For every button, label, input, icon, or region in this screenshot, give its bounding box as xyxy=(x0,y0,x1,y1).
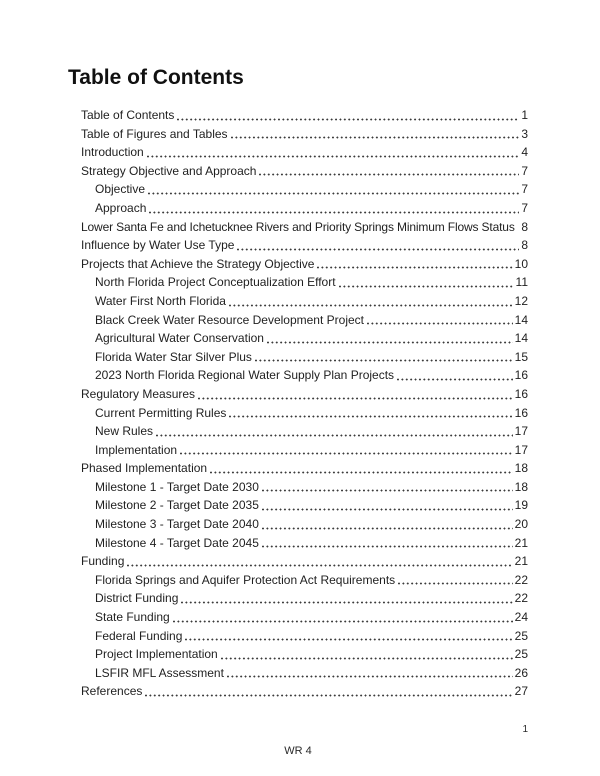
toc-entry[interactable] xyxy=(81,255,528,274)
toc-entry-page: 10 xyxy=(514,256,528,271)
toc-leader-dots xyxy=(180,452,513,455)
toc-entry-page: 8 xyxy=(521,219,528,234)
toc-entry-label: Approach xyxy=(95,200,147,215)
toc-entry-label: Agricultural Water Conservation xyxy=(95,331,264,346)
toc-entry-page: 25 xyxy=(514,628,528,643)
toc-entry-page: 15 xyxy=(514,349,528,364)
toc-entry-label: Strategy Objective and Approach xyxy=(81,163,257,178)
toc-entry-label: LSFIR MFL Assessment xyxy=(95,665,224,680)
toc-entry[interactable] xyxy=(81,236,528,255)
toc-entry[interactable] xyxy=(81,125,528,144)
toc-entry-label: 2023 North Florida Regional Water Supply Plan Projects xyxy=(95,368,395,383)
toc-entry-label: Florida Water Star Silver Plus xyxy=(95,349,252,364)
toc-entry-page: 1 xyxy=(521,108,528,122)
toc-entry[interactable] xyxy=(81,422,528,441)
toc-entry-page: 18 xyxy=(514,479,528,494)
toc-entry[interactable] xyxy=(81,143,528,162)
toc-leader-dots xyxy=(229,304,513,307)
toc-leader-dots xyxy=(397,378,513,381)
toc-entry[interactable] xyxy=(81,162,528,181)
toc-entry-page: 14 xyxy=(514,312,528,327)
toc-entry[interactable] xyxy=(81,199,528,218)
toc-entry-label: District Funding xyxy=(95,591,179,606)
toc-entry[interactable] xyxy=(81,459,528,478)
toc-leader-dots xyxy=(147,155,520,158)
toc-entry-page: 20 xyxy=(514,517,528,532)
toc-leader-dots xyxy=(145,694,512,697)
toc-entry-label: Florida Springs and Aquifer Protection Act Requirements xyxy=(95,572,396,587)
toc-entry-label: Projects that Achieve the Strategy Objective xyxy=(81,256,315,271)
toc-entry-label: Current Permitting Rules xyxy=(95,405,227,420)
toc-entry[interactable] xyxy=(81,348,528,367)
toc-entry-page: 17 xyxy=(514,424,528,439)
toc-leader-dots xyxy=(262,489,513,492)
toc-entry-page: 27 xyxy=(514,684,528,699)
page-title: Table of Contents xyxy=(68,66,244,89)
toc-entry-label: North Florida Project Conceptualization Effort xyxy=(95,275,336,290)
toc-leader-dots xyxy=(237,248,519,251)
toc-entry-label: Lower Santa Fe and Ichetucknee Rivers and Priority Springs Minimum Flows Status xyxy=(81,219,515,234)
toc-entry-label: Implementation xyxy=(95,442,178,457)
toc-entry[interactable] xyxy=(81,478,528,497)
toc-entry-label: Black Creek Water Resource Development Project xyxy=(95,312,364,327)
toc-leader-dots xyxy=(149,211,519,214)
toc-entry-page: 18 xyxy=(514,461,528,476)
toc-leader-dots xyxy=(398,582,512,585)
toc-entry-page: 7 xyxy=(521,163,528,178)
toc-entry[interactable] xyxy=(81,273,528,292)
toc-entry-label: Water First North Florida xyxy=(95,293,226,308)
toc-entry-page: 14 xyxy=(514,331,528,346)
toc-entry[interactable] xyxy=(81,534,528,553)
toc-entry-page: 3 xyxy=(521,126,528,141)
toc-entry[interactable] xyxy=(81,682,528,701)
toc-entry-page: 4 xyxy=(521,145,528,160)
toc-entry-label: Milestone 4 - Target Date 2045 xyxy=(95,535,259,550)
toc-entry-label: Federal Funding xyxy=(95,628,183,643)
toc-entry-page: 25 xyxy=(514,647,528,662)
toc-entry-page: 16 xyxy=(514,368,528,383)
toc-entry[interactable] xyxy=(81,645,528,664)
toc-entry-label: New Rules xyxy=(95,424,154,439)
toc-entry[interactable] xyxy=(81,385,528,404)
toc-entry-page: 12 xyxy=(514,293,528,308)
toc-entry[interactable] xyxy=(81,496,528,515)
toc-leader-dots xyxy=(198,397,513,400)
toc-entry-page: 26 xyxy=(514,665,528,680)
toc-leader-dots xyxy=(227,675,513,678)
toc-leader-dots xyxy=(267,341,513,344)
toc-entry[interactable] xyxy=(81,311,528,330)
toc-entry-page: 11 xyxy=(515,275,528,290)
toc-entry[interactable] xyxy=(81,292,528,311)
toc-entry[interactable] xyxy=(81,627,528,646)
toc-entry-label: Milestone 1 - Target Date 2030 xyxy=(95,479,259,494)
toc-entry-label: References xyxy=(81,684,143,699)
toc-entry[interactable] xyxy=(81,608,528,627)
toc-leader-dots xyxy=(177,118,519,121)
toc-leader-dots xyxy=(229,415,512,418)
toc-entry-label: State Funding xyxy=(95,610,170,625)
toc-leader-dots xyxy=(367,322,513,325)
toc-entry[interactable] xyxy=(81,180,528,199)
toc-entry-page: 7 xyxy=(521,182,528,197)
toc-entry-page: 16 xyxy=(514,405,528,420)
toc-leader-dots xyxy=(156,434,513,437)
toc-entry[interactable] xyxy=(81,664,528,683)
toc-entry-page: 24 xyxy=(514,610,528,625)
toc-leader-dots xyxy=(262,508,513,511)
toc-leader-dots xyxy=(262,527,513,530)
toc-entry-label: Objective xyxy=(95,182,146,197)
toc-leader-dots xyxy=(181,601,512,604)
toc-entry-page: 22 xyxy=(514,591,528,606)
toc-leader-dots xyxy=(210,471,513,474)
toc-entry-label: Milestone 3 - Target Date 2040 xyxy=(95,517,259,532)
toc-entry[interactable] xyxy=(81,571,528,590)
toc-entry-page: 21 xyxy=(514,554,528,569)
toc-entry-label: Regulatory Measures xyxy=(81,386,196,401)
toc-leader-dots xyxy=(516,233,521,236)
toc-leader-dots xyxy=(259,173,519,176)
toc-entry-label: Phased Implementation xyxy=(81,461,208,476)
toc-entry-page: 19 xyxy=(514,498,528,513)
toc-entry[interactable] xyxy=(81,106,528,125)
toc-leader-dots xyxy=(221,657,513,660)
toc-entry-page: 8 xyxy=(521,238,528,253)
toc-entry[interactable] xyxy=(81,218,528,237)
toc-entry[interactable] xyxy=(81,366,528,385)
toc-entry[interactable] xyxy=(81,404,528,423)
toc-leader-dots xyxy=(339,285,514,288)
toc-leader-dots xyxy=(262,545,513,548)
toc-entry-page: 21 xyxy=(514,535,528,550)
toc-leader-dots xyxy=(231,136,520,139)
toc-leader-dots xyxy=(127,564,512,567)
toc-entry-page: 7 xyxy=(521,200,528,215)
toc-leader-dots xyxy=(317,266,512,269)
toc-entry-page: 16 xyxy=(514,386,528,401)
toc-entry[interactable] xyxy=(81,589,528,608)
toc-entry-label: Influence by Water Use Type xyxy=(81,238,235,253)
toc-leader-dots xyxy=(255,359,513,362)
toc-entry-page: 22 xyxy=(514,572,528,587)
toc-entry-label: Project Implementation xyxy=(95,647,218,662)
toc-leader-dots xyxy=(185,638,512,641)
footer-doc-code: WR 4 xyxy=(284,745,312,757)
toc-entry-label: Milestone 2 - Target Date 2035 xyxy=(95,498,259,513)
toc-entry[interactable] xyxy=(81,441,528,460)
toc-entry[interactable] xyxy=(81,329,528,348)
toc-entry-label: Table of Contents xyxy=(81,108,175,122)
toc-list xyxy=(81,106,528,701)
toc-entry[interactable] xyxy=(81,552,528,571)
toc-entry-page: 17 xyxy=(514,442,528,457)
toc-entry-label: Funding xyxy=(81,554,125,569)
toc-entry-label: Table of Figures and Tables xyxy=(81,126,228,141)
toc-leader-dots xyxy=(173,620,513,623)
toc-entry[interactable] xyxy=(81,515,528,534)
toc-leader-dots xyxy=(148,192,519,195)
footer-page-number: 1 xyxy=(522,724,528,735)
toc-entry-label: Introduction xyxy=(81,145,144,160)
